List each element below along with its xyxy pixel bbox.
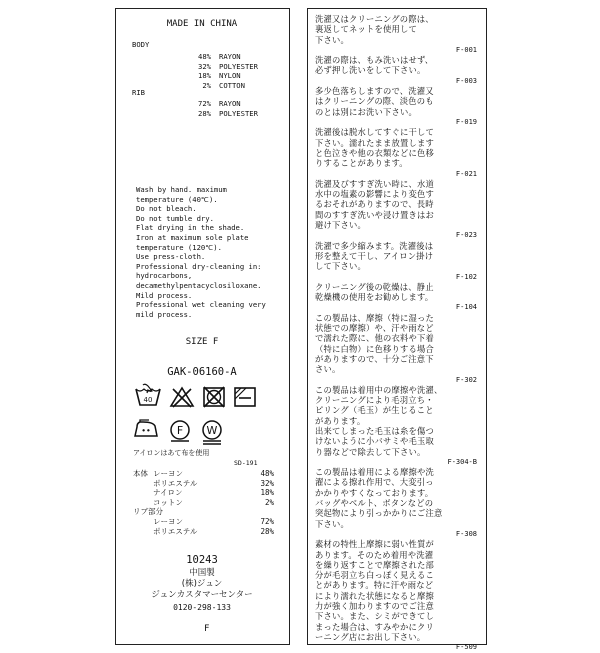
body-label: BODY (132, 40, 150, 49)
jp-fiber-percent: 2% (264, 497, 274, 507)
care-line: temperature (120℃). (136, 242, 222, 252)
size-label: SIZE F (185, 337, 219, 347)
jp-fiber-percent: 48% (260, 469, 274, 478)
care-line: Wash by hand. maximum (136, 185, 227, 194)
wash-temp-text: 40 (143, 396, 153, 404)
care-note-text: この製品は着用による摩擦や洗 濯による擦れ作用で、大変引っ かかりやすくなっております。 バッグやベルト、ボタンなどの 突起物により引っかかりにご注意 下さい。 (315, 467, 443, 529)
jp-composition-row (116, 479, 288, 489)
wetclean-letter: W (206, 424, 218, 437)
fiber-name: POLYESTER (219, 61, 258, 71)
care-label-japanese (307, 8, 487, 652)
company-name: (株)ジュン (181, 579, 223, 589)
jp-composition-row (116, 517, 288, 527)
care-note-code: F-102 (455, 272, 477, 281)
fiber-percent: 18% (198, 71, 211, 81)
dry-clean-f-icon (168, 419, 192, 443)
care-note-text: 洗濯後は脱水してすぐに干して 下さい。濡れたまま放置します と色泣きや他の衣類などに色移 りすることがあります。 (315, 127, 434, 169)
hand-wash-icon (133, 383, 163, 409)
care-line: Use press-cloth. (136, 252, 206, 262)
care-line: Do not bleach. (136, 204, 197, 214)
care-line: Professional dry-cleaning in: (136, 261, 262, 271)
care-line: Professional wet cleaning very (136, 300, 266, 310)
care-line: Mild process. (136, 290, 193, 300)
care-note-code: F-019 (455, 118, 477, 126)
jp-rib-label: リブ部分 (133, 507, 163, 516)
fiber-name: COTTON (219, 80, 245, 90)
jp-composition-row (116, 488, 288, 498)
iron-note: アイロンはあて布を使用 (133, 449, 210, 457)
fiber-percent: 2% (202, 80, 211, 90)
jp-fiber-name: レーヨン (153, 517, 183, 526)
composition-row (116, 62, 288, 72)
composition-row (116, 109, 288, 119)
product-code: GAK-06160-A (167, 366, 237, 378)
fiber-name: RAYON (219, 52, 241, 61)
composition-row (116, 71, 288, 81)
size-letter: F (204, 624, 210, 634)
item-number: 10243 (186, 554, 218, 566)
jp-body-label: 本体 (133, 469, 148, 478)
care-note-code: F-304-B (447, 457, 477, 466)
care-label-english (115, 8, 290, 645)
iron-medium-icon (131, 418, 161, 440)
fiber-name: RAYON (219, 99, 241, 108)
fiber-name: POLYESTER (219, 108, 258, 118)
phone-number: 0120-298-133 (173, 603, 231, 612)
jp-fiber-percent: 18% (260, 488, 274, 498)
wet-clean-w-icon (200, 419, 224, 445)
care-note-code: F-509 (455, 643, 477, 652)
fiber-name: NYLON (219, 71, 241, 81)
jp-fiber-name: ポリエステル (153, 478, 198, 488)
fiber-percent: 48% (198, 52, 211, 61)
fiber-percent: 32% (198, 61, 211, 71)
dryclean-letter: F (176, 424, 184, 437)
jp-fiber-name: レーヨン (153, 469, 183, 478)
care-line: hydrocarbons, (136, 271, 193, 281)
jp-fiber-name: コットン (153, 497, 183, 507)
care-note-text: 洗濯で多少縮みます。洗濯後は 形を整えて干し、アイロン掛け して下さい。 (315, 240, 434, 272)
no-bleach-icon (169, 386, 195, 408)
care-note-code: F-023 (455, 231, 477, 240)
care-note-text: 多少色落ちしますので、洗濯又 はクリーニングの際、淡色のも のとは別にお洗い下さい。 (315, 86, 434, 117)
care-note-code: F-001 (455, 45, 477, 54)
care-line: Do not tumble dry. (136, 213, 214, 223)
customer-center: ジュンカスタマーセンター (151, 590, 253, 600)
jp-fiber-percent: 32% (260, 478, 274, 488)
care-note-code: F-308 (455, 530, 477, 538)
care-note-code: F-104 (455, 303, 477, 312)
jp-fiber-percent: 28% (260, 526, 274, 536)
care-note-code: F-021 (455, 169, 477, 178)
rib-label: RIB (132, 88, 145, 97)
sd-code: SD-191 (234, 459, 258, 467)
care-note-code: F-302 (455, 375, 477, 384)
care-note-text: 洗濯又はクリーニングの際は、 裏返してネットを使用して 下さい。 (315, 14, 434, 45)
care-line: Flat drying in the shade. (136, 223, 245, 233)
care-instructions (136, 185, 266, 319)
care-note-text: この製品は着用中の摩擦や洗濯、 クリーニングにより毛羽立ち・ ピリング（毛玉）が生じること があります。 出来てしまった毛玉は糸を傷つ けないように小バサミや毛玉取 り器などで除去して下さい。 (315, 384, 443, 457)
made-in-label: MADE IN CHINA (166, 19, 238, 29)
jp-fiber-percent: 72% (260, 517, 274, 526)
care-line: decamethylpentacyclosiloxane. (136, 280, 262, 290)
fiber-percent: 28% (198, 108, 211, 118)
care-note-text: 洗濯の際は、もみ洗いはせず、 必ず押し洗いをして下さい。 (315, 55, 434, 76)
care-line: Iron at maximum sole plate (136, 232, 249, 242)
care-note-code: F-003 (455, 76, 477, 85)
flat-dry-shade-icon (233, 386, 257, 408)
care-note-text: この製品は、摩擦（特に湿った 状態での摩擦）や、汗や雨など で濡れた際に、他の衣料や下着 （特に白物）に色移りする場合 がありますので、十分ご注意下 さい。 (315, 312, 434, 375)
jp-composition-row (116, 527, 288, 537)
care-note-text: クリーニング後の乾燥は、静止 乾燥機の使用をお勧めします。 (315, 281, 434, 303)
jp-composition-row (116, 469, 288, 479)
care-note-text: 洗濯及びすすぎ洗い時に、水道 水中の塩素の影響により変色す るおそれがありますので、長時 間のすすぎ洗いや浸け置きはお 避け下さい。 (315, 178, 435, 230)
no-tumble-dry-icon (202, 386, 226, 408)
jp-fiber-name: ナイロン (153, 488, 183, 498)
fiber-percent: 72% (198, 99, 211, 108)
iron-dots-text: •• (141, 426, 151, 436)
composition-row (116, 99, 288, 109)
care-line: mild process. (136, 309, 193, 319)
origin-jp: 中国製 (189, 568, 215, 578)
care-line: temperature (40℃). (136, 194, 218, 204)
care-note-text: 素材の特性上摩擦に弱い性質が あります。そのため着用や洗濯 を繰り返すことで摩擦された部 分が毛羽立ち白っぽく見えるこ とがあります。特に汗や雨など により濡れた状態になると摩擦 力が強く加わりますのでご注意 下さい。また、シミができてし まった場合は、すみやかにクリ ーニング店にお出し下さい。 (315, 539, 434, 642)
jp-fiber-name: ポリエステル (153, 526, 198, 536)
composition-row (116, 52, 288, 62)
